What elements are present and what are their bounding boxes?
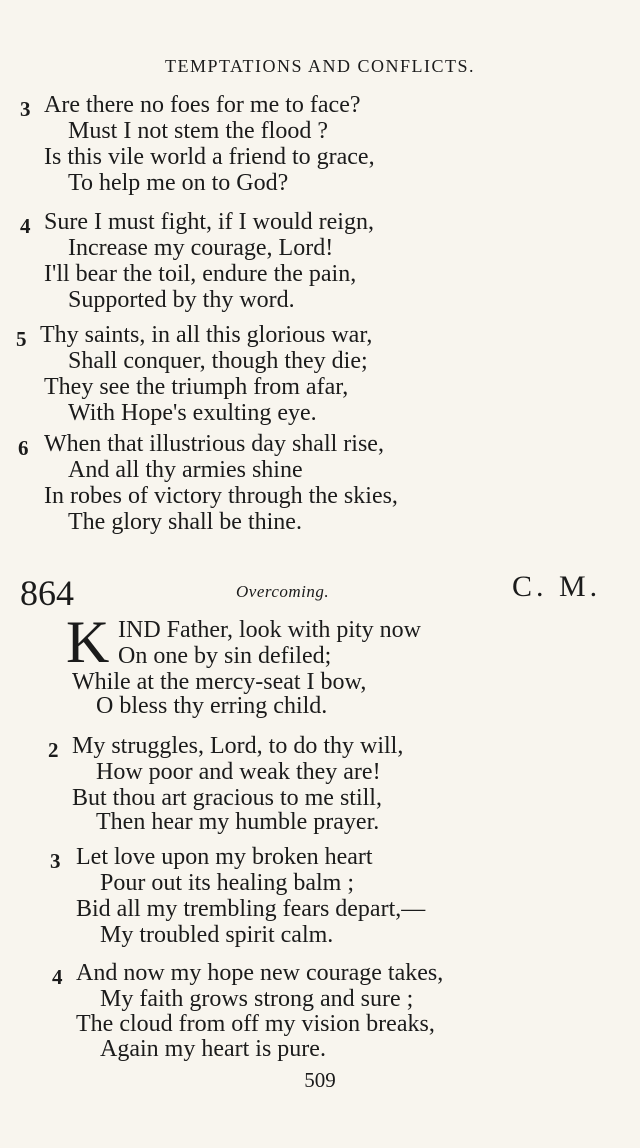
verse-line: Are there no foes for me to face? <box>44 92 361 118</box>
stanza-number: 6 <box>18 436 29 460</box>
hymn-meter: C. M. <box>512 570 602 603</box>
verse-line: O bless thy erring child. <box>96 693 328 719</box>
verse-line: Thy saints, in all this glorious war, <box>40 322 373 348</box>
verse-line: And now my hope new courage takes, <box>76 960 444 986</box>
verse-line: The cloud from off my vision breaks, <box>76 1011 435 1037</box>
verse-line: Shall conquer, though they die; <box>68 348 368 374</box>
verse-line: Supported by thy word. <box>68 287 295 313</box>
stanza-number: 4 <box>20 214 31 238</box>
verse-line: In robes of victory through the skies, <box>44 483 398 509</box>
verse-line: To help me on to God? <box>68 170 289 196</box>
hymn-number: 864 <box>20 573 74 613</box>
stanza-number: 3 <box>50 849 61 873</box>
verse-line: Again my heart is pure. <box>100 1036 326 1062</box>
verse-line: And all thy armies shine <box>68 457 303 483</box>
verse-line: Is this vile world a friend to grace, <box>44 144 375 170</box>
verse-line: The glory shall be thine. <box>68 509 302 535</box>
verse-line: Increase my courage, Lord! <box>68 235 334 261</box>
stanza-number: 3 <box>20 97 31 121</box>
verse-line: I'll bear the toil, endure the pain, <box>44 261 357 287</box>
verse-line: Bid all my trembling fears depart,— <box>76 896 426 922</box>
verse-line: IND Father, look with pity now <box>118 617 422 643</box>
verse-line: My struggles, Lord, to do thy will, <box>72 733 404 759</box>
verse-line: Must I not stem the flood ? <box>68 118 328 144</box>
stanza-number: 2 <box>48 738 59 762</box>
verse-line: But thou art gracious to me still, <box>72 785 382 811</box>
hymn-title: Overcoming. <box>236 582 330 601</box>
running-head: TEMPTATIONS AND CONFLICTS. <box>164 56 476 76</box>
verse-line: With Hope's exulting eye. <box>68 400 317 426</box>
drop-cap: K <box>66 609 110 675</box>
verse-line: When that illustrious day shall rise, <box>44 431 384 457</box>
stanza-number: 5 <box>16 327 27 351</box>
verse-line: While at the mercy-seat I bow, <box>72 669 367 695</box>
page-number: 509 <box>304 1068 336 1092</box>
verse-line: My troubled spirit calm. <box>100 922 334 948</box>
verse-line: On one by sin defiled; <box>118 643 332 669</box>
verse-line: Pour out its healing balm ; <box>100 870 354 896</box>
stanza-number: 4 <box>52 965 63 989</box>
verse-line: Let love upon my broken heart <box>76 844 373 870</box>
verse-line: Sure I must fight, if I would reign, <box>44 209 374 235</box>
verse-line: My faith grows strong and sure ; <box>100 986 414 1012</box>
verse-line: They see the triumph from afar, <box>44 374 349 400</box>
verse-line: How poor and weak they are! <box>96 759 381 785</box>
verse-line: Then hear my humble prayer. <box>96 809 380 835</box>
